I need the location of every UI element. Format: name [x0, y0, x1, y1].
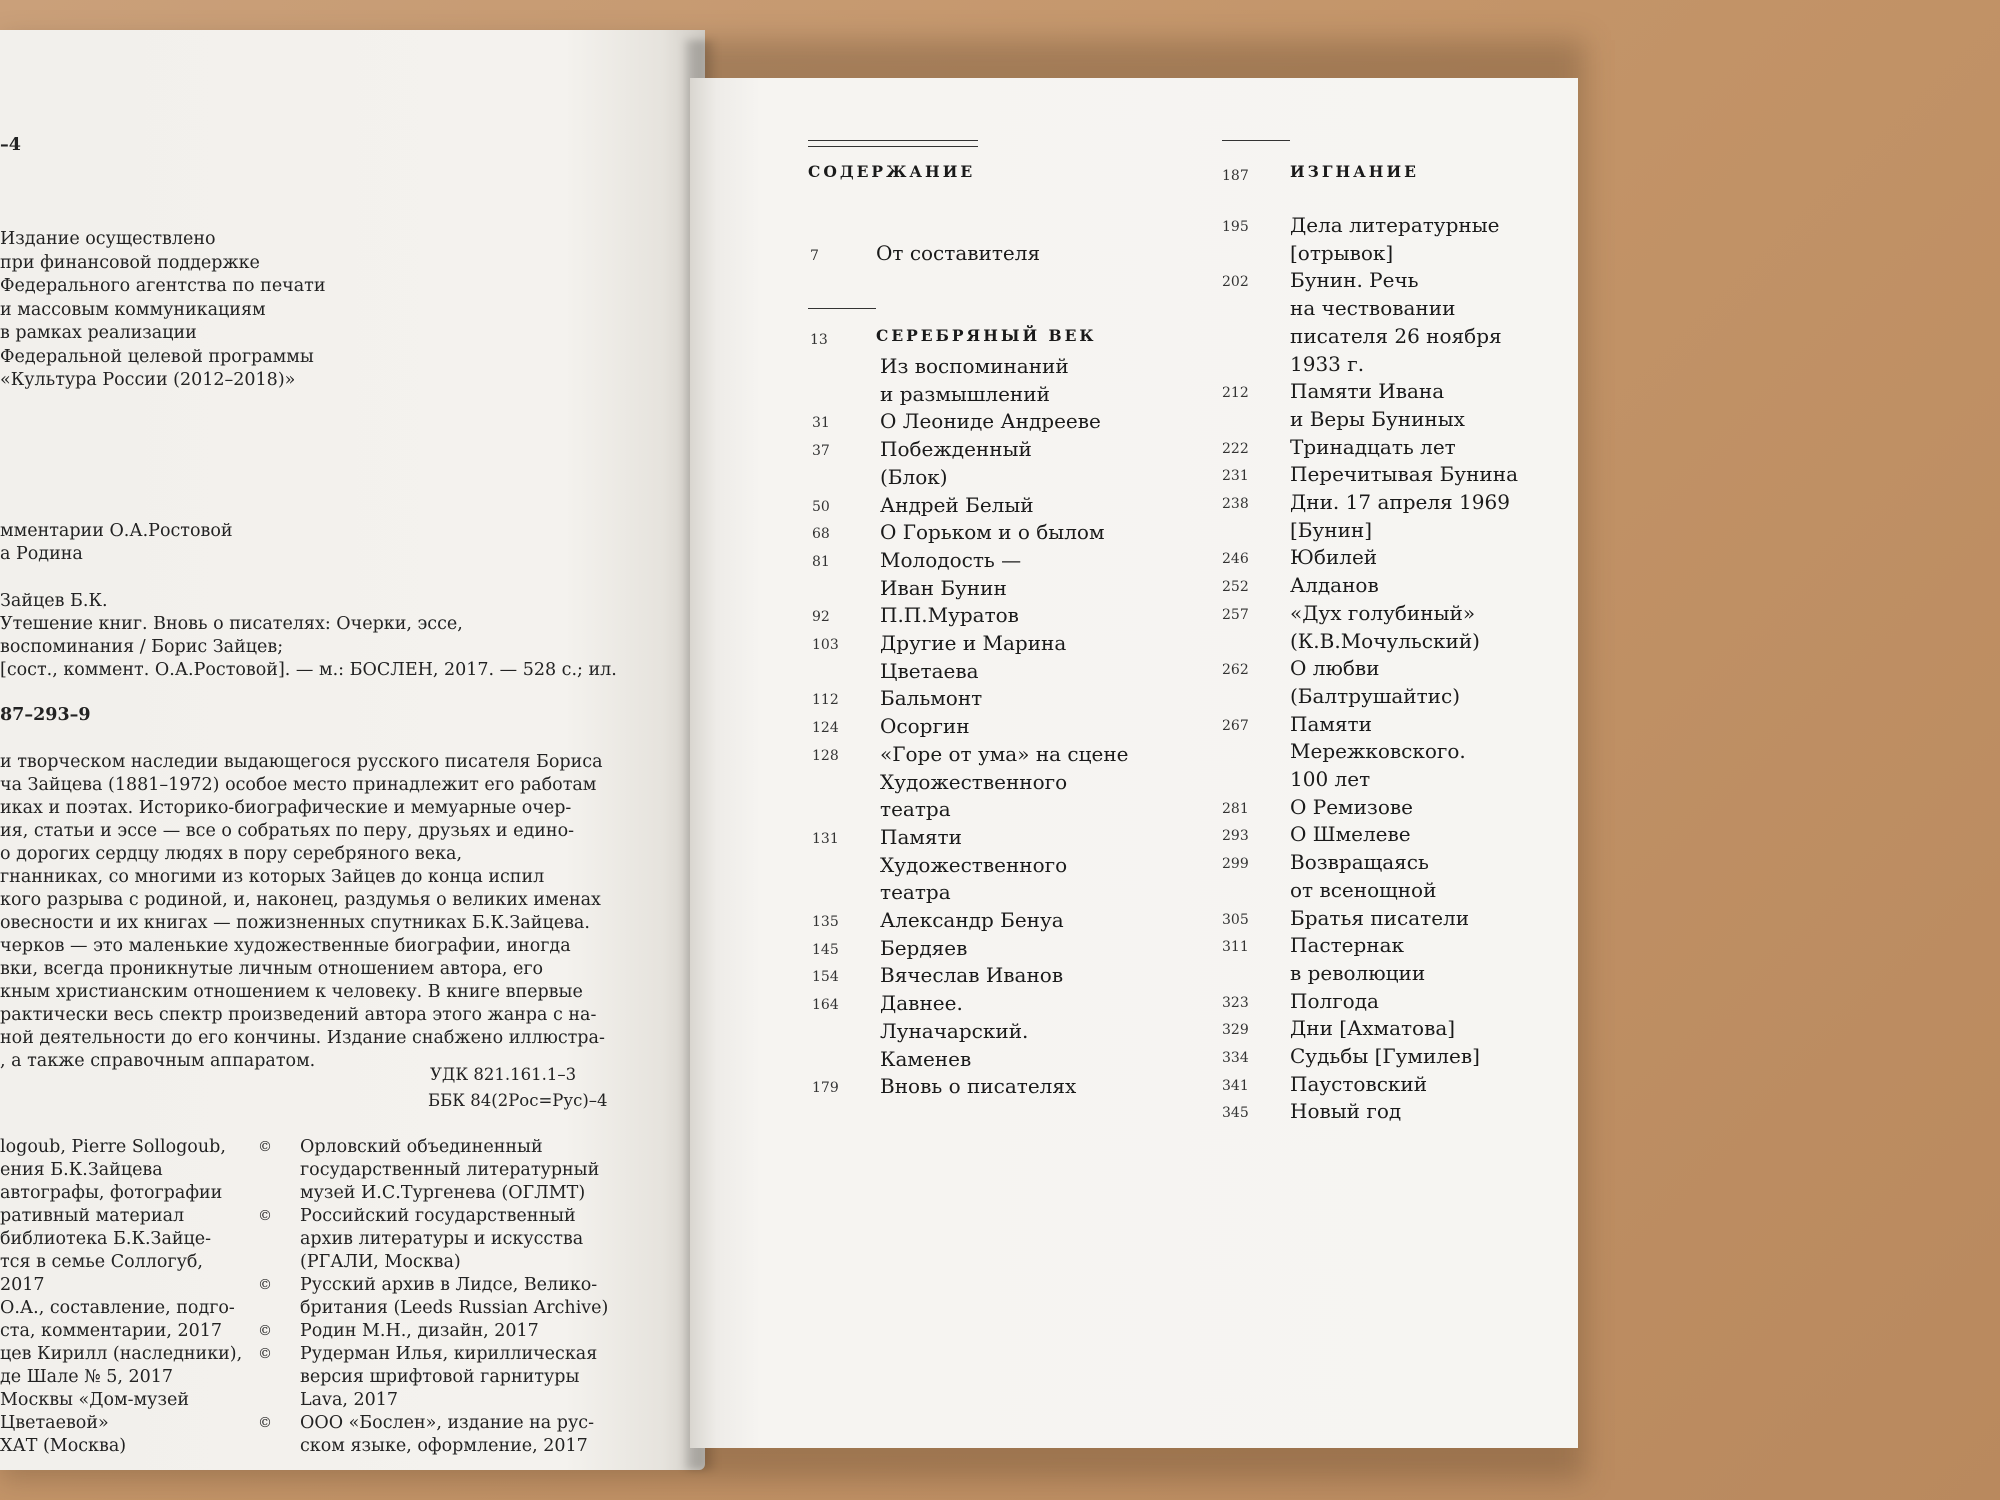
copyright-holder-line: logoub, Pierre Sollogoub, — [0, 1137, 226, 1157]
toc-page-number: 305 — [1222, 911, 1249, 928]
toc-entry-title: Судьбы [Гумилев] — [1290, 1044, 1480, 1068]
toc-entry-title: Александр Бенуа — [880, 908, 1064, 932]
toc-entry-title: Давнее. — [880, 991, 963, 1016]
toc-page-number: 257 — [1222, 606, 1249, 623]
copyright-holder-line: Цветаевой» — [0, 1413, 109, 1433]
copyright-sign: © — [258, 1277, 272, 1293]
copyright-holder-line: цев Кирилл (наследники), — [0, 1344, 243, 1364]
top-mark: –4 — [0, 135, 21, 155]
annotation-line: , а также справочным аппаратом. — [0, 1051, 316, 1071]
toc-entry-title: (К.В.Мочульский) — [1290, 628, 1480, 653]
toc-entry-title: Юбилей — [1290, 545, 1378, 570]
annotation-line: ной деятельности до его кончины. Издание снабжено иллюстра- — [0, 1028, 605, 1048]
copyright-source-line: Lava, 2017 — [300, 1390, 399, 1410]
copyright-source-line: Рудерман Илья, кириллическая — [300, 1344, 598, 1364]
toc-entry-title: Дни [Ахматова] — [1290, 1016, 1456, 1041]
toc-page-number: 252 — [1222, 579, 1249, 596]
toc-entry-title: на чествовании — [1290, 296, 1456, 321]
copyright-source-line: государственный литературный — [300, 1160, 600, 1180]
toc-entry-title: Цветаева — [880, 658, 979, 683]
toc-page-number: 293 — [1222, 828, 1249, 845]
copyright-sign: © — [258, 1415, 272, 1431]
left-page — [0, 30, 705, 1470]
toc-entry-title: [отрывок] — [1290, 240, 1394, 265]
toc-entry-title: Тринадцать лет — [1290, 434, 1456, 459]
toc-entry-title: Иван Бунин — [880, 575, 1007, 600]
udk-code: УДК 821.161.1–3 — [430, 1065, 577, 1084]
toc-page-number: 37 — [812, 443, 830, 460]
copyright-source-line: архив литературы и искусства — [300, 1229, 584, 1249]
toc-page-number: 334 — [1222, 1050, 1249, 1066]
toc-entry-title: Перечитывая Бунина — [1290, 462, 1518, 487]
toc-entry-title: Новый год — [1290, 1099, 1402, 1124]
toc-page-number: 281 — [1222, 800, 1249, 817]
toc-entry-title: и Веры Буниных — [1290, 406, 1465, 431]
toc-entry-title: и размышлений — [880, 381, 1050, 406]
toc-entry-title: писателя 26 ноября — [1290, 323, 1502, 348]
toc-entry-title: Памяти — [1290, 711, 1372, 736]
toc-entry-title: О Ремизове — [1290, 794, 1413, 819]
section2-rule — [1222, 140, 1290, 141]
toc-page-number: 329 — [1222, 1022, 1249, 1039]
toc-entry-title: П.П.Муратов — [880, 603, 1019, 628]
toc-page-number: 50 — [812, 498, 830, 515]
copyright-source-line: версия шрифтовой гарнитуры — [300, 1367, 580, 1387]
toc-page-number: 68 — [812, 526, 830, 543]
bbk-code: ББК 84(2Рос=Рус)–4 — [428, 1091, 608, 1110]
toc-page-number: 92 — [812, 609, 830, 626]
toc-entry-title: Вячеслав Иванов — [880, 963, 1064, 988]
toc-entry-title: (Балтрушайтис) — [1290, 683, 1461, 708]
annotation-line: иках и поэтах. Историко-биографические и мемуарные очер- — [0, 798, 572, 818]
toc-intro-title: От составителя — [876, 241, 1041, 265]
toc-entry-title: О Леониде Андрееве — [880, 409, 1101, 434]
copyright-sign: © — [258, 1323, 272, 1339]
annotation-line: овесности и их книгах — пожизненных спутниках Б.К.Зайцева. — [0, 913, 590, 933]
catalog-line: Утешение книг. Вновь о писателях: Очерки, эссе, — [0, 614, 463, 634]
toc-entry-title: Братья писатели — [1290, 905, 1470, 930]
copyright-holder-line: Москвы «Дом-музей — [0, 1390, 190, 1410]
annotation-line: гнанниках, со многими из которых Зайцев до конца испил — [0, 867, 545, 887]
toc-page-number: 246 — [1222, 551, 1249, 568]
section2-number: 187 — [1222, 168, 1249, 184]
toc-entry-title: [Бунин] — [1290, 517, 1373, 542]
heading-rule-top — [808, 140, 978, 141]
copyright-sign: © — [258, 1139, 272, 1155]
copyright-source-line: (РГАЛИ, Москва) — [300, 1252, 461, 1272]
toc-page-number: 124 — [812, 720, 839, 737]
toc-entry-title: Памяти Ивана — [1290, 379, 1445, 404]
toc-page-number: 112 — [812, 692, 839, 709]
sponsor-line: Издание осуществлено — [0, 229, 216, 249]
toc-page-number: 135 — [812, 914, 839, 930]
credits-line: мментарии О.А.Ростовой — [0, 521, 233, 541]
toc-entry-title: Дни. 17 апреля 1969 — [1290, 490, 1510, 514]
toc-page-number: 81 — [812, 553, 830, 570]
toc-entry-title: О любви — [1290, 656, 1380, 681]
section1-number: 13 — [810, 332, 828, 348]
sponsor-line: в рамках реализации — [0, 323, 197, 343]
toc-entry-title: Бунин. Речь — [1290, 268, 1419, 293]
annotation-line: ча Зайцева (1881–1972) особое место принадлежит его работам — [0, 775, 597, 795]
toc-entry-title: Полгода — [1290, 988, 1379, 1013]
toc-page-number: 128 — [812, 747, 839, 764]
toc-entry-title: «Горе от ума» на сцене — [880, 741, 1129, 766]
toc-page-number: 103 — [812, 637, 839, 653]
toc-page-number: 195 — [1222, 219, 1249, 235]
toc-entry-title: театра — [880, 797, 951, 822]
toc-heading: СОДЕРЖАНИЕ — [808, 162, 976, 181]
toc-entry-title: Художественного — [880, 852, 1068, 877]
copyright-source-line: ском языке, оформление, 2017 — [300, 1436, 588, 1456]
toc-entry-title: Мережковского. — [1290, 739, 1466, 764]
sponsor-line: «Культура России (2012–2018)» — [0, 370, 296, 390]
toc-page-number: 212 — [1222, 385, 1249, 402]
toc-entry-title: Из воспоминаний — [880, 354, 1069, 378]
toc-entry-title: О Шмелеве — [1290, 822, 1411, 847]
toc-page-number: 202 — [1222, 274, 1249, 291]
toc-page-number: 267 — [1222, 717, 1249, 734]
toc-entry-title: Памяти — [880, 824, 962, 849]
toc-page-number: 311 — [1222, 939, 1249, 956]
annotation-line: кным христианским отношением к человеку. В книге впервые — [0, 982, 583, 1002]
copyright-source-line: британия (Leeds Russian Archive) — [300, 1298, 609, 1318]
annotation-line: рактически весь спектр произведений автора этого жанра с на- — [0, 1005, 597, 1025]
section2-title: ИЗГНАНИЕ — [1290, 162, 1419, 181]
catalog-line: воспоминания / Борис Зайцев; — [0, 637, 284, 657]
toc-entry-title: Андрей Белый — [880, 492, 1034, 517]
toc-page-number: 145 — [812, 941, 839, 958]
copyright-holder-line: де Шале № 5, 2017 — [0, 1367, 174, 1387]
catalog-line: Зайцев Б.К. — [0, 591, 108, 611]
toc-page-number: 345 — [1222, 1105, 1249, 1122]
copyright-holder-line: ХАТ (Москва) — [0, 1436, 127, 1456]
toc-entry-title: Луначарский. — [880, 1018, 1029, 1043]
toc-entry-title: «Дух голубиный» — [1290, 600, 1476, 625]
annotation-line: вки, всегда проникнутые личным отношением автора, его — [0, 959, 544, 979]
toc-page-number: 231 — [1222, 468, 1249, 485]
toc-page-number: 262 — [1222, 662, 1249, 679]
toc-entry-title: театра — [880, 880, 951, 905]
copyright-holder-line: 2017 — [0, 1275, 45, 1295]
annotation-line: ия, статьи и эссе — все о собратьях по перу, друзьях и едино- — [0, 821, 575, 841]
toc-page-number: 222 — [1222, 440, 1249, 457]
section1-title: СЕРЕБРЯНЫЙ ВЕК — [876, 326, 1097, 345]
copyright-source-line: музей И.С.Тургенева (ОГЛМТ) — [300, 1183, 586, 1203]
toc-entry-title: Другие и Марина — [880, 631, 1067, 655]
toc-entry-title: Алданов — [1290, 573, 1379, 598]
toc-entry-title: Вновь о писателях — [880, 1074, 1077, 1099]
annotation-line: кого разрыва с родиной, и, наконец, раздумья о великих именах — [0, 890, 601, 910]
isbn: 87–293–9 — [0, 705, 91, 725]
copyright-holder-line: тся в семье Соллогуб, — [0, 1252, 203, 1272]
copyright-holder-line: ративный материал — [0, 1206, 185, 1226]
toc-entry-title: Паустовский — [1290, 1071, 1428, 1096]
toc-page-number: 154 — [812, 969, 839, 986]
toc-entry-title: Молодость — — [880, 547, 1022, 572]
copyright-source-line: Орловский объединенный — [300, 1137, 543, 1157]
toc-entry-title: Дела литературные — [1290, 213, 1500, 237]
toc-entry-title: Пастернак — [1290, 933, 1405, 958]
toc-entry-title: Художественного — [880, 769, 1068, 794]
toc-intro-number: 7 — [810, 248, 819, 264]
copyright-sign: © — [258, 1346, 272, 1362]
right-page — [690, 78, 1578, 1448]
annotation-line: черков — это маленькие художественные биографии, иногда — [0, 936, 571, 956]
toc-page-number: 179 — [812, 1080, 839, 1097]
copyright-sign: © — [258, 1208, 272, 1224]
toc-entry-title: Возвращаясь — [1290, 850, 1429, 875]
copyright-source-line: Русский архив в Лидсе, Велико- — [300, 1275, 598, 1295]
toc-page-number: 31 — [812, 415, 830, 432]
heading-rule-bottom — [808, 146, 978, 147]
toc-entry-title: Побежденный — [880, 437, 1032, 462]
toc-page-number: 341 — [1222, 1077, 1249, 1094]
sponsor-line: Федерального агентства по печати — [0, 276, 326, 296]
copyright-holder-line: ста, комментарии, 2017 — [0, 1321, 223, 1341]
toc-entry-title: Осоргин — [880, 714, 970, 739]
toc-page-number: 323 — [1222, 994, 1249, 1011]
toc-entry-title: О Горьком и о былом — [880, 520, 1105, 545]
copyright-source-line: Российский государственный — [300, 1206, 576, 1226]
annotation-line: и творческом наследии выдающегося русского писателя Бориса — [0, 752, 603, 772]
toc-page-number: 131 — [812, 830, 839, 847]
toc-entry-title: Бальмонт — [880, 686, 983, 711]
sponsor-line: и массовым коммуникациям — [0, 299, 266, 320]
credits-line: а Родина — [0, 544, 83, 564]
copyright-source-line: Родин М.Н., дизайн, 2017 — [300, 1321, 539, 1341]
toc-entry-title: (Блок) — [880, 464, 948, 489]
copyright-holder-line: автографы, фотографии — [0, 1183, 223, 1203]
toc-page-number: 238 — [1222, 496, 1249, 512]
sponsor-line: при финансовой поддержке — [0, 252, 260, 273]
toc-page-number: 164 — [812, 997, 839, 1014]
annotation-line: о дорогих сердцу людях в пору серебряного века, — [0, 844, 463, 864]
toc-entry-title: 1933 г. — [1290, 351, 1365, 376]
catalog-line: [сост., коммент. О.А.Ростовой]. — м.: БОСЛЕН, 2017. — 528 с.; ил. — [0, 660, 617, 680]
toc-entry-title: 100 лет — [1290, 767, 1371, 791]
toc-entry-title: Бердяев — [880, 935, 968, 960]
toc-entry-title: Каменев — [880, 1046, 972, 1071]
toc-entry-title: от всенощной — [1290, 877, 1437, 902]
section1-rule — [808, 308, 876, 309]
toc-entry-title: в революции — [1290, 960, 1426, 985]
copyright-source-line: ООО «Бослен», издание на рус- — [300, 1413, 595, 1433]
copyright-holder-line: ения Б.К.Зайцева — [0, 1160, 163, 1180]
copyright-holder-line: О.А., составление, подго- — [0, 1298, 235, 1318]
sponsor-line: Федеральной целевой программы — [0, 346, 314, 367]
copyright-holder-line: библиотека Б.К.Зайце- — [0, 1229, 212, 1249]
toc-page-number: 299 — [1222, 856, 1249, 873]
